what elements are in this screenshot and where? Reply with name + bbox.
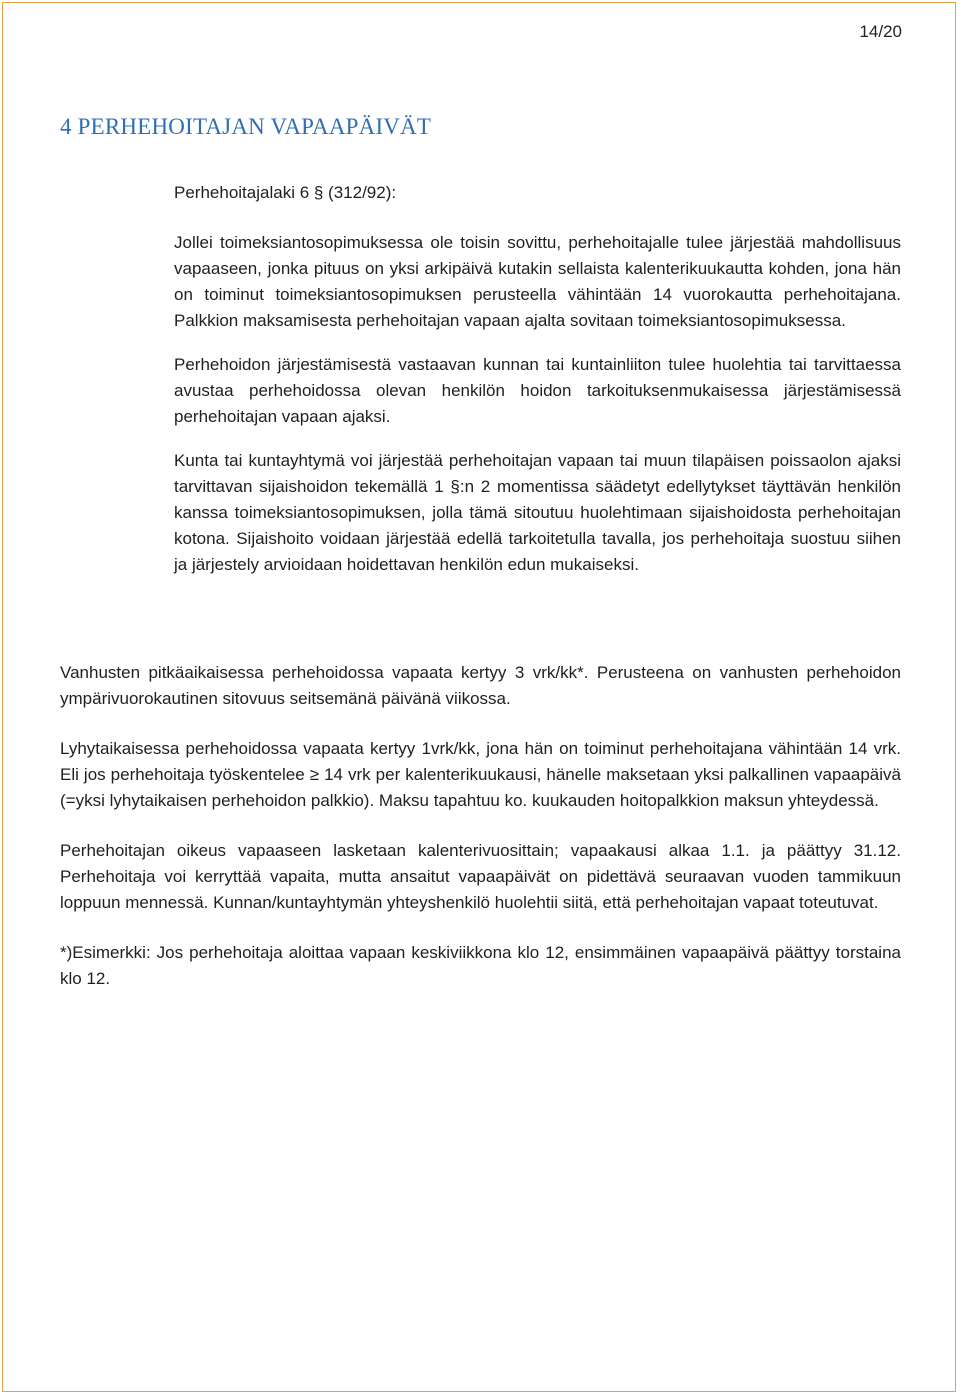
page-number: 14/20 [859,22,902,41]
body-paragraph: Perhehoitajan oikeus vapaaseen lasketaan kalenterivuosittain; vapaakausi alkaa 1.1. ja päättyy 31.12. Perhehoitaja voi kerryttää vapaita, mutta ansaitut vapaapäivät on pidettävä seuraavan vuoden tammikuun loppuun mennessä. Kunnan/kuntayhtymän yhteyshenkilö huolehtii siitä, että perhehoitajan vapaat toteutuvat. [60,841,901,912]
law-quote-paragraph: Jollei toimeksiantosopimuksessa ole toisin sovittu, perhehoitajalle tulee järjestää mahdollisuus vapaaseen, jonka pituus on yksi arkipäivä kutakin sellaista kalenterikuukautta kohden, jona hän on toiminut toimeksiantosopimuksen perusteella vähintään 14 vuorokautta perhehoitajana. Palkkion maksamisesta perhehoitajan vapaan ajalta sovitaan toimeksiantosopimuksessa. [174,233,901,330]
law-quote-block [174,180,901,596]
body-paragraph: Vanhusten pitkäaikaisessa perhehoidossa vapaata kertyy 3 vrk/kk*. Perusteena on vanhusten perhehoidon ympärivuorokautinen sitovuus seitsemänä päivänä viikossa. [60,663,901,708]
body-paragraph: Lyhytaikaisessa perhehoidossa vapaata kertyy 1vrk/kk, jona hän on toiminut perhehoitajana vähintään 14 vrk. Eli jos perhehoitaja työskentelee ≥ 14 vrk per kalenterikuukausi, hänelle maksetaan yksi palkallinen vapaapäivä (=yksi lyhytaikaisen perhehoidon palkkio). Maksu tapahtuu ko. kuukauden hoitopalkkion maksun yhteydessä. [60,739,901,810]
footnote-example: *)Esimerkki: Jos perhehoitaja aloittaa vapaan keskiviikkona klo 12, ensimmäinen vapaapäivä päättyy torstaina klo 12. [60,943,901,988]
law-quote-paragraph: Kunta tai kuntayhtymä voi järjestää perhehoitajan vapaan tai muun tilapäisen poissaolon ajaksi tarvittavan sijaishoidon tekemällä 1 §:n 2 momentissa säädetyt edellytykset täyttävän henkilön kanssa toimeksiantosopimuksen, jolla tämä sitoutuu huolehtimaan sijaishoidosta perhehoitajan kotona. Sijaishoito voidaan järjestää edellä tarkoitetulla tavalla, jos perhehoitaja suostuu siihen ja järjestely arvioidaan hoidettavan henkilön edun mukaiseksi. [174,451,901,574]
body-text-block [60,660,901,1016]
law-quote-paragraph: Perhehoidon järjestämisestä vastaavan kunnan tai kuntainliiton tulee huolehtia tai tarvittaessa avustaa perhehoidossa olevan henkilön hoidon tarkoituksenmukaisessa järjestämisessä perhehoitajan vapaan ajaksi. [174,355,901,426]
chapter-title: 4 PERHEHOITAJAN VAPAAPÄIVÄT [60,114,432,139]
law-quote-heading: Perhehoitajalaki 6 § (312/92): [174,183,397,202]
